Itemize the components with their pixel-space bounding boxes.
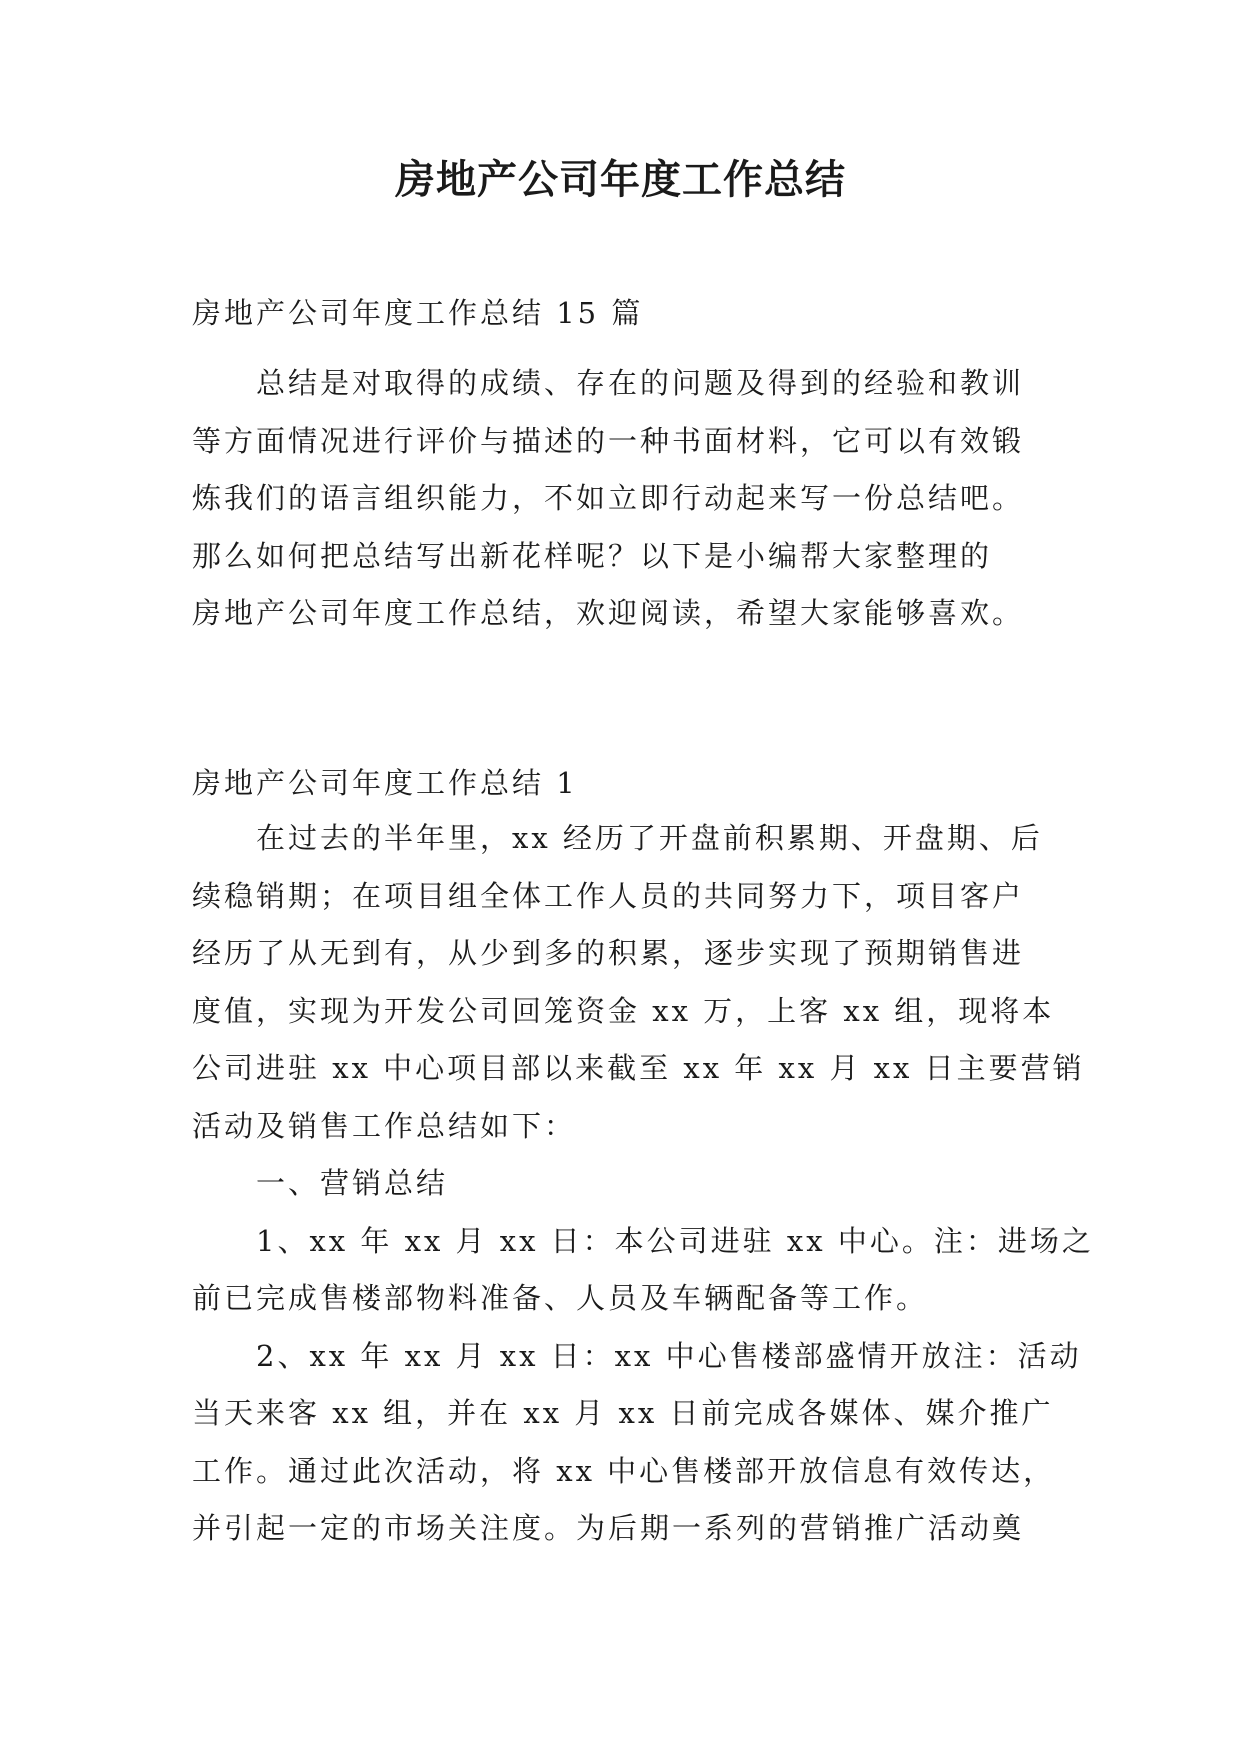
body-line: 并引起一定的市场关注度。为后期一系列的营销推广活动奠	[192, 1511, 1025, 1545]
body-line: 当天来客 xx 组，并在 xx 月 xx 日前完成各媒体、媒介推广	[192, 1396, 1054, 1430]
intro-line: 房地产公司年度工作总结，欢迎阅读，希望大家能够喜欢。	[192, 596, 1025, 630]
body-line: 度值，实现为开发公司回笼资金 xx 万，上客 xx 组，现将本	[192, 993, 1055, 1028]
document-title: 房地产公司年度工作总结	[395, 156, 846, 203]
body-line: 经历了从无到有，从少到多的积累，逐步实现了预期销售进	[192, 936, 1025, 970]
body-line: 2、xx 年 xx 月 xx 日：xx 中心售楼部盛情开放注：活动	[256, 1338, 1082, 1373]
section-body	[192, 810, 1094, 1558]
body-line: 公司进驻 xx 中心项目部以来截至 xx 年 xx 月 xx 日主要营销	[192, 1051, 1085, 1085]
body-line: 前已完成售楼部物料准备、人员及车辆配备等工作。	[192, 1281, 929, 1315]
intro-line: 炼我们的语言组织能力，不如立即行动起来写一份总结吧。	[192, 481, 1025, 515]
section-heading: 房地产公司年度工作总结 1	[192, 766, 578, 800]
intro-paragraph	[192, 355, 1052, 643]
intro-line: 总结是对取得的成绩、存在的问题及得到的经验和教训	[256, 366, 1025, 400]
body-line: 活动及销售工作总结如下：	[192, 1108, 577, 1143]
intro-line: 那么如何把总结写出新花样呢？以下是小编帮大家整理的	[192, 538, 993, 573]
body-line: 在过去的半年里，xx 经历了开盘前积累期、开盘期、后	[256, 821, 1043, 855]
body-line: 工作。通过此次活动，将 xx 中心售楼部开放信息有效传达，	[192, 1453, 1056, 1488]
intro-line: 等方面情况进行评价与描述的一种书面材料，它可以有效锻	[192, 423, 1025, 458]
body-line: 一、营销总结	[256, 1166, 449, 1200]
body-line: 续稳销期；在项目组全体工作人员的共同努力下，项目客户	[192, 878, 1025, 913]
body-line: 1、xx 年 xx 月 xx 日：本公司进驻 xx 中心。注：进场之	[256, 1223, 1094, 1258]
document-subtitle: 房地产公司年度工作总结 15 篇	[192, 296, 644, 330]
